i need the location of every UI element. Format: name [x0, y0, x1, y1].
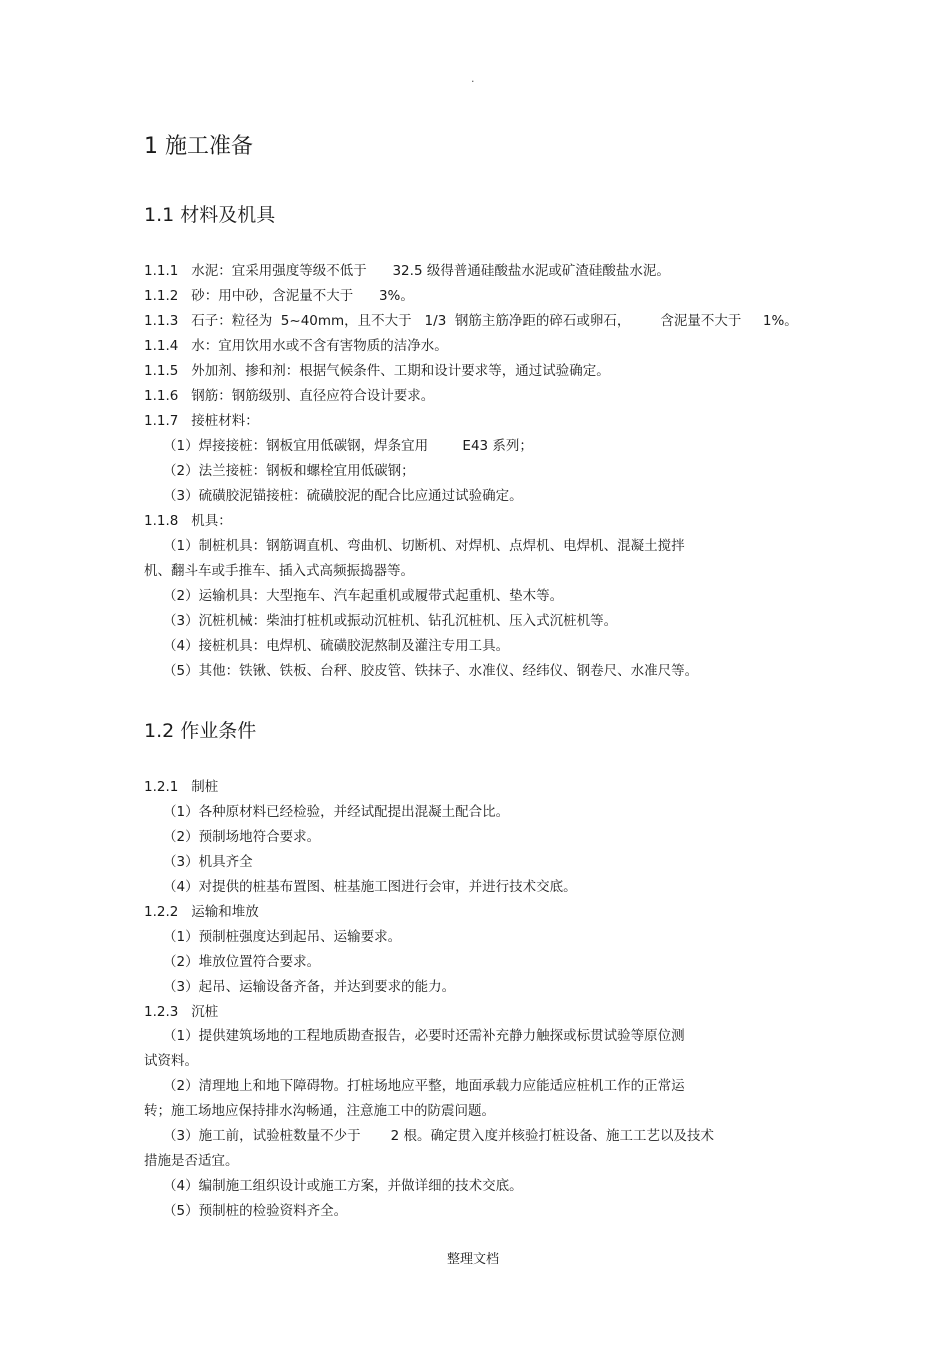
sec-1-2-line-1: 1.2.1 制桩 [144, 779, 219, 795]
sec-1-2-line-2: （1）各种原材料已经检验，并经试配提出混凝土配合比。 [163, 804, 510, 820]
heading-1: 1 施工准备 [144, 134, 253, 159]
sec-1-1-line-6: 1.1.6 钢筋：钢筋级别、直径应符合设计要求。 [144, 388, 435, 404]
sec-1-1-line-14: （2）运输机具：大型拖车、汽车起重机或履带式起重机、垫木等。 [163, 588, 564, 604]
sec-1-1-line-4: 1.1.4 水：宜用饮用水或不含有害物质的洁净水。 [144, 338, 448, 354]
sec-1-2-line-13: （2）清理地上和地下障碍物。打桩场地应平整，地面承载力应能适应桩机工作的正常运 [163, 1078, 685, 1094]
sec-1-2-line-16: 措施是否适宜。 [144, 1153, 239, 1169]
sec-1-1-line-8: （1）焊接接桩：钢板宜用低碳钢，焊条宜用 E43 系列； [163, 438, 533, 454]
footer-text: 整理文档 [447, 1252, 500, 1267]
sec-1-1-line-15: （3）沉桩机械：柴油打桩机或振动沉桩机、钻孔沉桩机、压入式沉桩机等。 [163, 613, 618, 629]
sec-1-2-line-12: 试资料。 [144, 1053, 198, 1069]
sec-1-1-line-12: （1）制桩机具：钢筋调直机、弯曲机、切断机、对焊机、点焊机、电焊机、混凝土搅拌 [163, 538, 685, 554]
sec-1-1-line-2: 1.1.2 砂：用中砂，含泥量不大于 3%。 [144, 288, 414, 304]
sec-1-2-line-5: （4）对提供的桩基布置图、桩基施工图进行会审，并进行技术交底。 [163, 879, 577, 895]
sec-1-2-line-18: （5）预制桩的检验资料齐全。 [163, 1203, 348, 1219]
sec-1-1-line-16: （4）接桩机具：电焊机、硫磺胶泥熬制及灌注专用工具。 [163, 638, 510, 654]
sec-1-2-line-3: （2）预制场地符合要求。 [163, 829, 321, 845]
sec-1-1-line-7: 1.1.7 接桩材料： [144, 413, 259, 429]
sec-1-2-line-8: （2）堆放位置符合要求。 [163, 954, 321, 970]
sec-1-2-line-10: 1.2.3 沉桩 [144, 1004, 219, 1020]
sec-1-2-line-4: （3）机具齐全 [163, 854, 253, 870]
sec-1-1-line-11: 1.1.8 机具： [144, 513, 232, 529]
sec-1-1-line-10: （3）硫磺胶泥锚接桩：硫磺胶泥的配合比应通过试验确定。 [163, 488, 523, 504]
sec-1-2-line-17: （4）编制施工组织设计或施工方案，并做详细的技术交底。 [163, 1178, 523, 1194]
sec-1-2-line-7: （1）预制桩强度达到起吊、运输要求。 [163, 929, 402, 945]
sec-1-2-line-9: （3）起吊、运输设备齐备，并达到要求的能力。 [163, 979, 456, 995]
sec-1-1-line-5: 1.1.5 外加剂、掺和剂：根据气候条件、工期和设计要求等，通过试验确定。 [144, 363, 610, 379]
sec-1-2-line-6: 1.2.2 运输和堆放 [144, 904, 259, 920]
sec-1-1-line-9: （2）法兰接桩：钢板和螺栓宜用低碳钢； [163, 463, 415, 479]
sec-1-1-line-1: 1.1.1 水泥：宜采用强度等级不低于 32.5 级得普通硅酸盐水泥或矿渣硅酸盐水泥。 [144, 263, 670, 279]
heading-1-2: 1.2 作业条件 [144, 720, 257, 742]
sec-1-1-line-3: 1.1.3 石子：粒径为 5~40mm，且不大于 1/3 钢筋主筋净距的碎石或卵石， 含泥量不大于 1%。 [144, 313, 798, 329]
header-mark: . [471, 72, 475, 85]
sec-1-2-line-15: （3）施工前，试验桩数量不少于 2 根。确定贯入度并核验打桩设备、施工工艺以及技术 [163, 1128, 715, 1144]
sec-1-2-line-11: （1）提供建筑场地的工程地质勘查报告，必要时还需补充静力触探或标贯试验等原位测 [163, 1028, 685, 1044]
sec-1-2-line-14: 转；施工场地应保持排水沟畅通，注意施工中的防震问题。 [144, 1103, 495, 1119]
sec-1-1-line-13: 机、翻斗车或手推车、插入式高频振捣器等。 [144, 563, 414, 579]
heading-1-1: 1.1 材料及机具 [144, 204, 276, 226]
sec-1-1-line-17: （5）其他：铁锹、铁板、台秤、胶皮管、铁抹子、水准仪、经纬仪、钢卷尺、水准尺等。 [163, 663, 699, 679]
